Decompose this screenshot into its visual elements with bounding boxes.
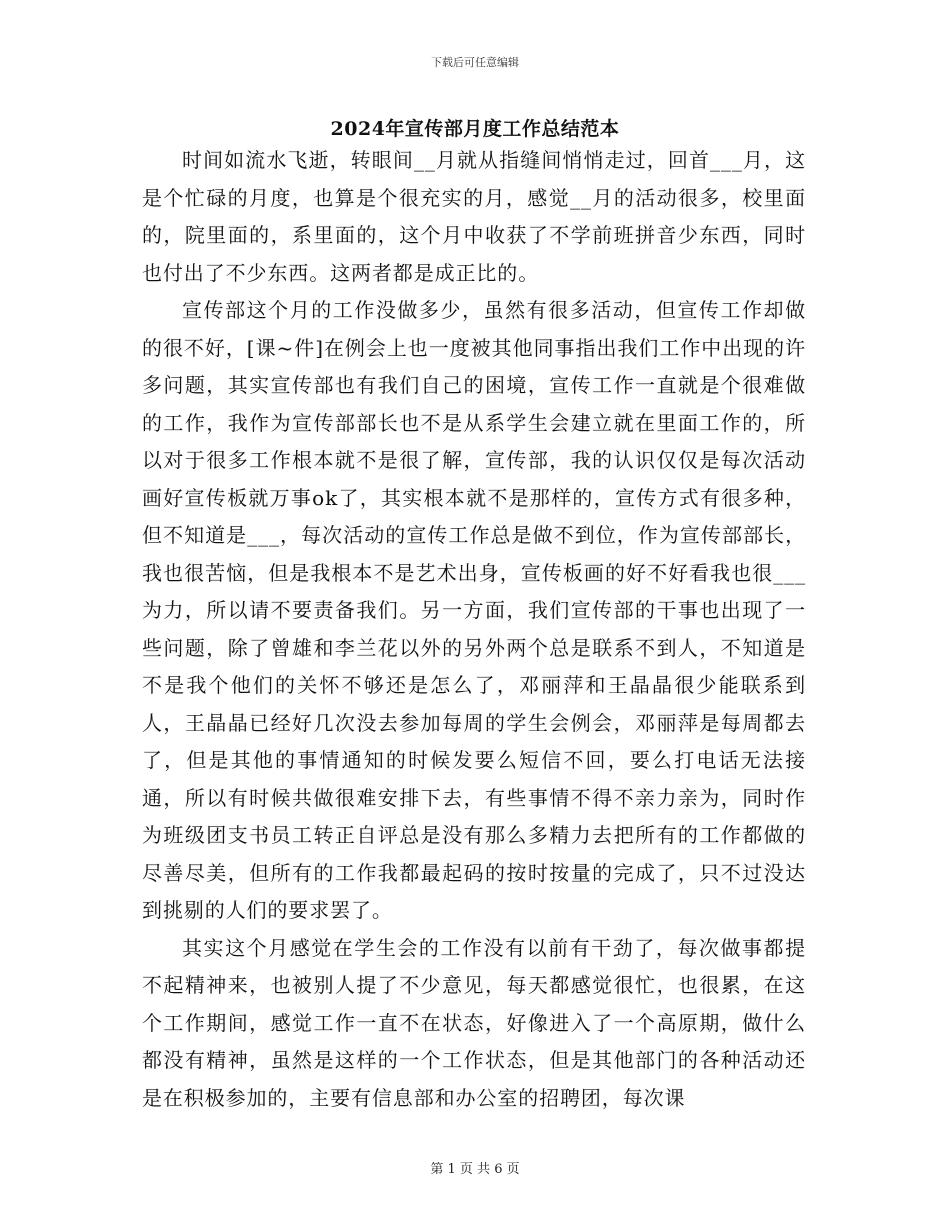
document-body: [142, 142, 806, 1117]
paragraph: 宣传部这个月的工作没做多少，虽然有很多活动，但宣传工作却做的很不好，[课~件]在例会上也一度被其他同事指出我们工作中出现的许多问题，其实宣传部也有我们自己的困境，宣传工作一直就是个很难做的工作，我作为宣传部部长也不是从系学生会建立就在里面工作的，所以对于很多工作根本就不是很了解，宣传部，我的认识仅仅是每次活动画好宣传板就万事ok了，其实根本就不是那样的，宣传方式有很多种，但不知道是___，每次活动的宣传工作总是做不到位，作为宣传部部长，我也很苦恼，但是我根本不是艺术出身，宣传板画的好不好看我也很___为力，所以请不要责备我们。另一方面，我们宣传部的干事也出现了一些问题，除了曾雄和李兰花以外的另外两个总是联系不到人，不知道是不是我个他们的关怀不够还是怎么了，邓丽萍和王晶晶很少能联系到人，王晶晶已经好几次没去参加每周的学生会例会，邓丽萍是每周都去了，但是其他的事情通知的时候发要么短信不回，要么打电话无法接通，所以有时候共做很难安排下去，有些事情不得不亲力亲为，同时作为班级团支书员工转正自评总是没有那么多精力去把所有的工作都做的尽善尽美，但所有的工作我都最起码的按时按量的完成了，只不过没达到挑剔的人们的要求罢了。: [142, 298, 806, 922]
document-title: 2024年宣传部月度工作总结范本: [330, 118, 620, 140]
page-number: 第 1 页 共 6 页: [430, 1162, 520, 1177]
page-header-note: 下载后可任意编辑: [431, 56, 519, 69]
paragraph: 时间如流水飞逝，转眼间__月就从指缝间悄悄走过，回首___月，这是个忙碌的月度，也算是个很充实的月，感觉__月的活动很多，校里面的，院里面的，系里面的，这个月中收获了不学前班拼音少东西，同时也付出了不少东西。这两者都是成正比的。: [142, 148, 806, 285]
paragraph: 其实这个月感觉在学生会的工作没有以前有干劲了，每次做事都提不起精神来，也被别人提了不少意见，每天都感觉很忙，也很累，在这个工作期间，感觉工作一直不在状态，好像进入了一个高原期，做什么都没有精神，虽然是这样的一个工作状态，但是其他部门的各种活动还是在积极参加的，主要有信息部和办公室的招聘团，每次课: [142, 935, 806, 1110]
